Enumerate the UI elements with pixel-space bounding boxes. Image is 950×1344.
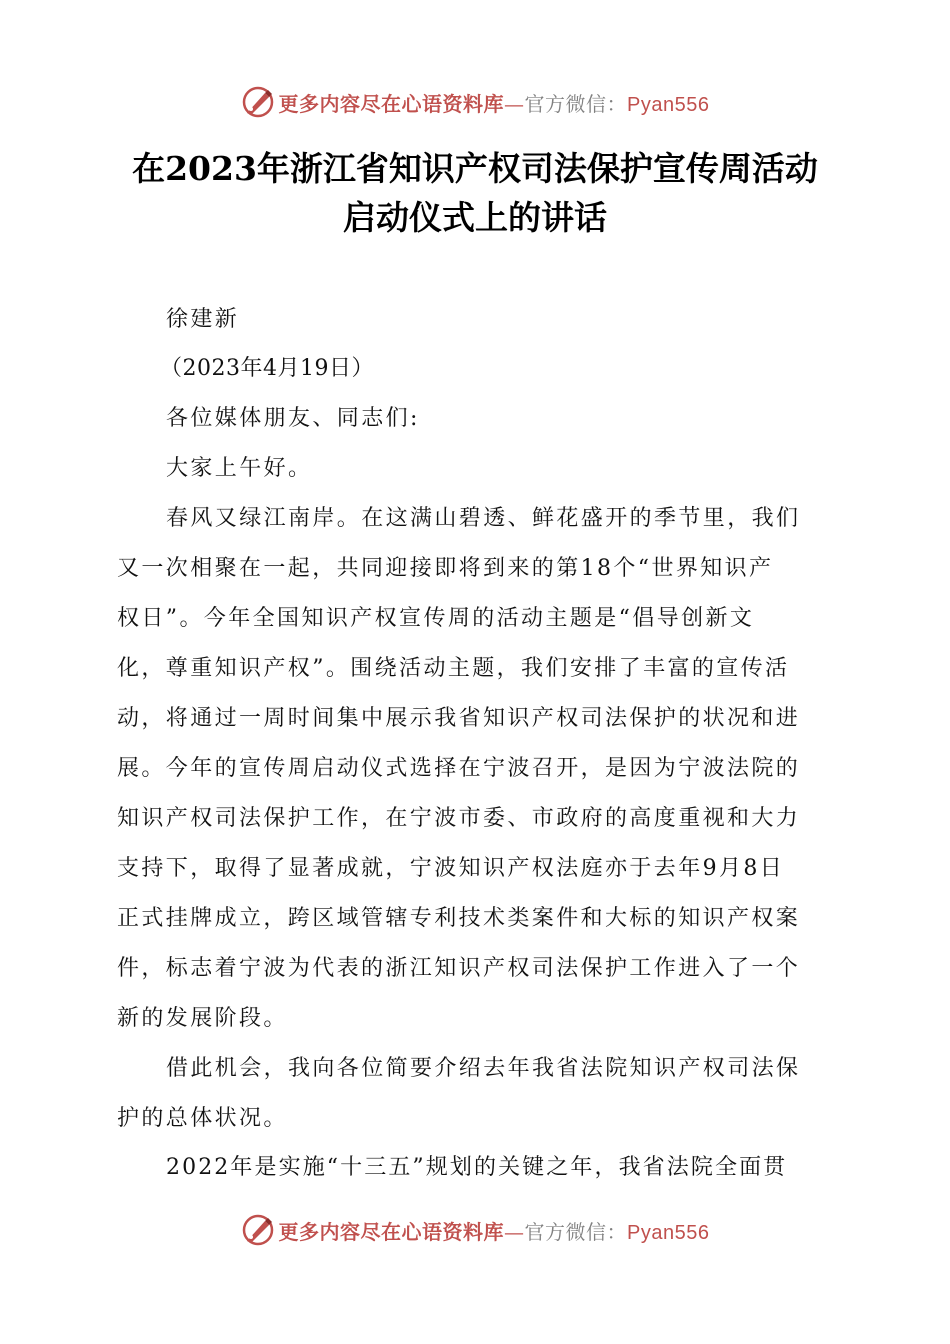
watermark-dash: — [504, 1219, 525, 1244]
paragraph-1-line-7: 知识产权司法保护工作，在宁波市委、市政府的高度重视和大力 [117, 806, 801, 831]
paragraph-1-line-11: 新的发展阶段。 [117, 1006, 288, 1031]
author-name: 徐建新 [166, 307, 240, 332]
paragraph-1-line-5: 动，将通过一周时间集中展示我省知识产权司法保护的状况和进 [117, 706, 801, 731]
paragraph-1-line-2: 又一次相聚在一起，共同迎接即将到来的第18个“世界知识产 [117, 556, 774, 581]
paragraph-1-line-3: 权日”。今年全国知识产权宣传周的活动主题是“倡导创新文 [117, 606, 755, 631]
paragraph-1-line-1: 春风又绿江南岸。在这满山碧透、鲜花盛开的季节里，我们 [166, 506, 801, 531]
watermark-brand: 更多内容尽在心语资料库 [278, 91, 505, 116]
salutation-line: 大家上午好。 [166, 456, 313, 481]
greeting-line: 各位媒体朋友、同志们: [166, 406, 420, 431]
speech-date: （2023年4月19日） [160, 356, 374, 381]
document-title-line-2: 启动仪式上的讲话 [343, 198, 607, 237]
footer-watermark [0, 1210, 950, 1250]
watermark-id: Pyan556 [627, 1221, 710, 1244]
header-watermark [0, 82, 950, 122]
document-title-line-1: 在2023年浙江省知识产权司法保护宣传周活动 [132, 149, 818, 188]
paragraph-2-line-1: 借此机会，我向各位简要介绍去年我省法院知识产权司法保 [166, 1056, 801, 1081]
paragraph-3-line-1: 2022年是实施“十三五”规划的关键之年，我省法院全面贯 [166, 1155, 788, 1180]
watermark-text [279, 1216, 710, 1245]
watermark-brand: 更多内容尽在心语资料库 [278, 1219, 505, 1244]
paragraph-1-line-10: 件，标志着宁波为代表的浙江知识产权司法保护工作进入了一个 [117, 956, 801, 981]
paragraph-1-line-4: 化，尊重知识产权”。围绕活动主题，我们安排了丰富的宣传活 [117, 656, 790, 681]
pen-nib-circle-icon [241, 85, 275, 119]
watermark-middle: 官方微信： [524, 1219, 628, 1244]
watermark-id: Pyan556 [627, 93, 710, 116]
paragraph-2-line-2: 护的总体状况。 [117, 1106, 288, 1131]
watermark-text [279, 88, 710, 117]
pen-nib-circle-icon [241, 1213, 275, 1247]
watermark-dash: — [504, 91, 525, 116]
paragraph-1-line-6: 展。今年的宣传周启动仪式选择在宁波召开，是因为宁波法院的 [117, 756, 801, 781]
paragraph-1-line-9: 正式挂牌成立，跨区域管辖专利技术类案件和大标的知识产权案 [117, 906, 801, 931]
watermark-middle: 官方微信： [524, 91, 628, 116]
paragraph-1-line-8: 支持下，取得了显著成就，宁波知识产权法庭亦于去年9月8日 [117, 856, 785, 881]
